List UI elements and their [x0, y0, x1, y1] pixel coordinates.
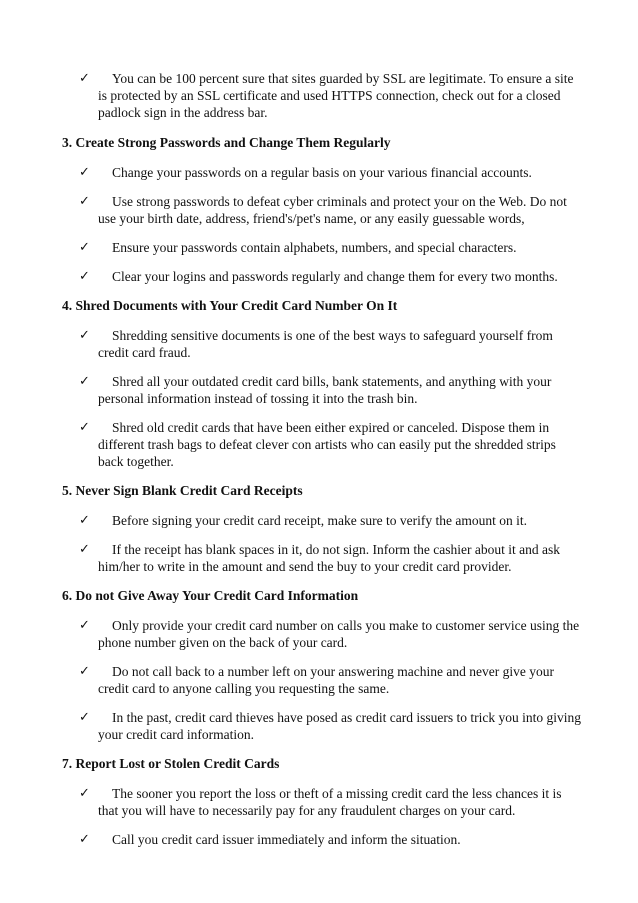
check-mark-icon: ✓ [79, 710, 90, 725]
section-heading: 5. Never Sign Blank Credit Card Receipts [62, 483, 303, 498]
bullet-text: In the past, credit card thieves have posed as credit card issuers to trick you into giving your credit card information. [98, 710, 581, 742]
bullet-text: Shred all your outdated credit card bills, bank statements, and anything with your personal information instead of tossing it into the trash bin. [98, 374, 552, 406]
check-mark-icon: ✓ [79, 420, 90, 435]
check-mark-icon: ✓ [79, 513, 90, 528]
bullet-item [62, 709, 582, 743]
bullet-item [62, 164, 582, 181]
section-heading: 6. Do not Give Away Your Credit Card Information [62, 588, 359, 603]
bullet-text: Change your passwords on a regular basis on your various financial accounts. [112, 165, 532, 180]
check-mark-icon: ✓ [79, 71, 90, 86]
bullet-text: Ensure your passwords contain alphabets, numbers, and special characters. [112, 240, 517, 255]
bullet-item [62, 541, 582, 575]
bullet-text: Clear your logins and passwords regularly and change them for every two months. [112, 269, 558, 284]
bullet-text: Do not call back to a number left on your answering machine and never give your credit card to anyone calling you requesting the same. [98, 664, 554, 696]
bullet-item [62, 419, 582, 470]
bullet-item [62, 373, 582, 407]
bullet-item [62, 239, 582, 256]
check-mark-icon: ✓ [79, 618, 90, 633]
bullet-text: Call you credit card issuer immediately and inform the situation. [112, 832, 461, 847]
bullet-item [62, 831, 582, 848]
check-mark-icon: ✓ [79, 374, 90, 389]
bullet-text: Before signing your credit card receipt, make sure to verify the amount on it. [112, 513, 527, 528]
section-heading: 3. Create Strong Passwords and Change Them Regularly [62, 135, 391, 150]
section-heading: 7. Report Lost or Stolen Credit Cards [62, 756, 280, 771]
bullet-text: You can be 100 percent sure that sites guarded by SSL are legitimate. To ensure a site is protected by an SSL certificate and used HTTPS connection, check out for a closed padlock sign in the address bar. [98, 71, 574, 120]
bullet-item [62, 512, 582, 529]
bullet-item [62, 70, 582, 121]
bullet-text: Only provide your credit card number on calls you make to customer service using the phone number given on the back of your card. [98, 618, 580, 650]
document-content [62, 70, 582, 860]
check-mark-icon: ✓ [79, 786, 90, 801]
bullet-item [62, 327, 582, 361]
bullet-text: Shredding sensitive documents is one of the best ways to safeguard yourself from credit card fraud. [98, 328, 553, 360]
bullet-text: Shred old credit cards that have been either expired or canceled. Dispose them in different trash bags to defeat clever con artists who can easily put the shredded strips back together. [98, 420, 556, 469]
bullet-text: The sooner you report the loss or theft of a missing credit card the less chances it is that you will have to necessarily pay for any fraudulent charges on your card. [98, 786, 562, 818]
bullet-text: If the receipt has blank spaces in it, do not sign. Inform the cashier about it and ask him/her to write in the amount and send the buy to your credit card provider. [98, 542, 560, 574]
check-mark-icon: ✓ [79, 269, 90, 284]
bullet-item [62, 193, 582, 227]
check-mark-icon: ✓ [79, 328, 90, 343]
check-mark-icon: ✓ [79, 664, 90, 679]
bullet-item [62, 785, 582, 819]
bullet-item [62, 268, 582, 285]
check-mark-icon: ✓ [79, 542, 90, 557]
check-mark-icon: ✓ [79, 240, 90, 255]
bullet-item [62, 617, 582, 651]
bullet-item [62, 663, 582, 697]
bullet-text: Use strong passwords to defeat cyber criminals and protect your on the Web. Do not use your birth date, address, friend's/pet's name, or any easily guessable words, [98, 194, 567, 226]
section-heading: 4. Shred Documents with Your Credit Card Number On It [62, 298, 398, 313]
check-mark-icon: ✓ [79, 832, 90, 847]
check-mark-icon: ✓ [79, 165, 90, 180]
check-mark-icon: ✓ [79, 194, 90, 209]
